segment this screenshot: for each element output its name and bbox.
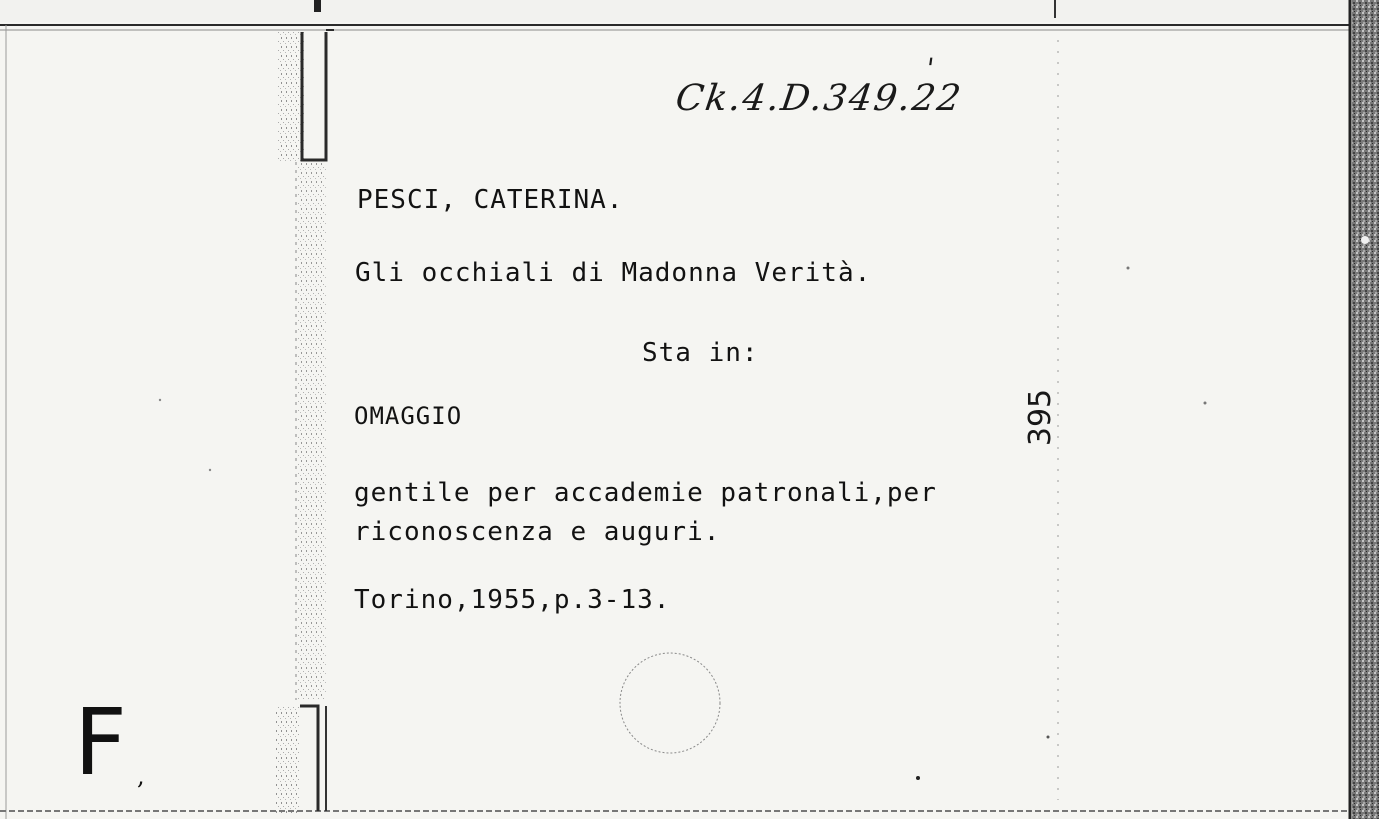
work-title: Gli occhiali di Madonna Verità.: [355, 258, 872, 288]
letter-comma: ,: [137, 762, 145, 790]
imprint: Torino,1955,p.3-13.: [354, 585, 671, 615]
collection-description-line1: gentile per accademie patronali,per: [354, 478, 937, 508]
collection-description-line2: riconoscenza e auguri.: [354, 517, 721, 547]
author-heading: PESCI, CATERINA.: [357, 185, 624, 215]
shelfmark-prime: ': [923, 52, 939, 85]
letter-mark: F: [74, 689, 127, 796]
shelfmark: Ck.4.D.349.22: [673, 78, 966, 119]
contained-in-label: Sta in:: [642, 338, 759, 368]
collection-title: OMAGGIO: [354, 402, 463, 430]
side-number: 395: [1023, 388, 1059, 447]
